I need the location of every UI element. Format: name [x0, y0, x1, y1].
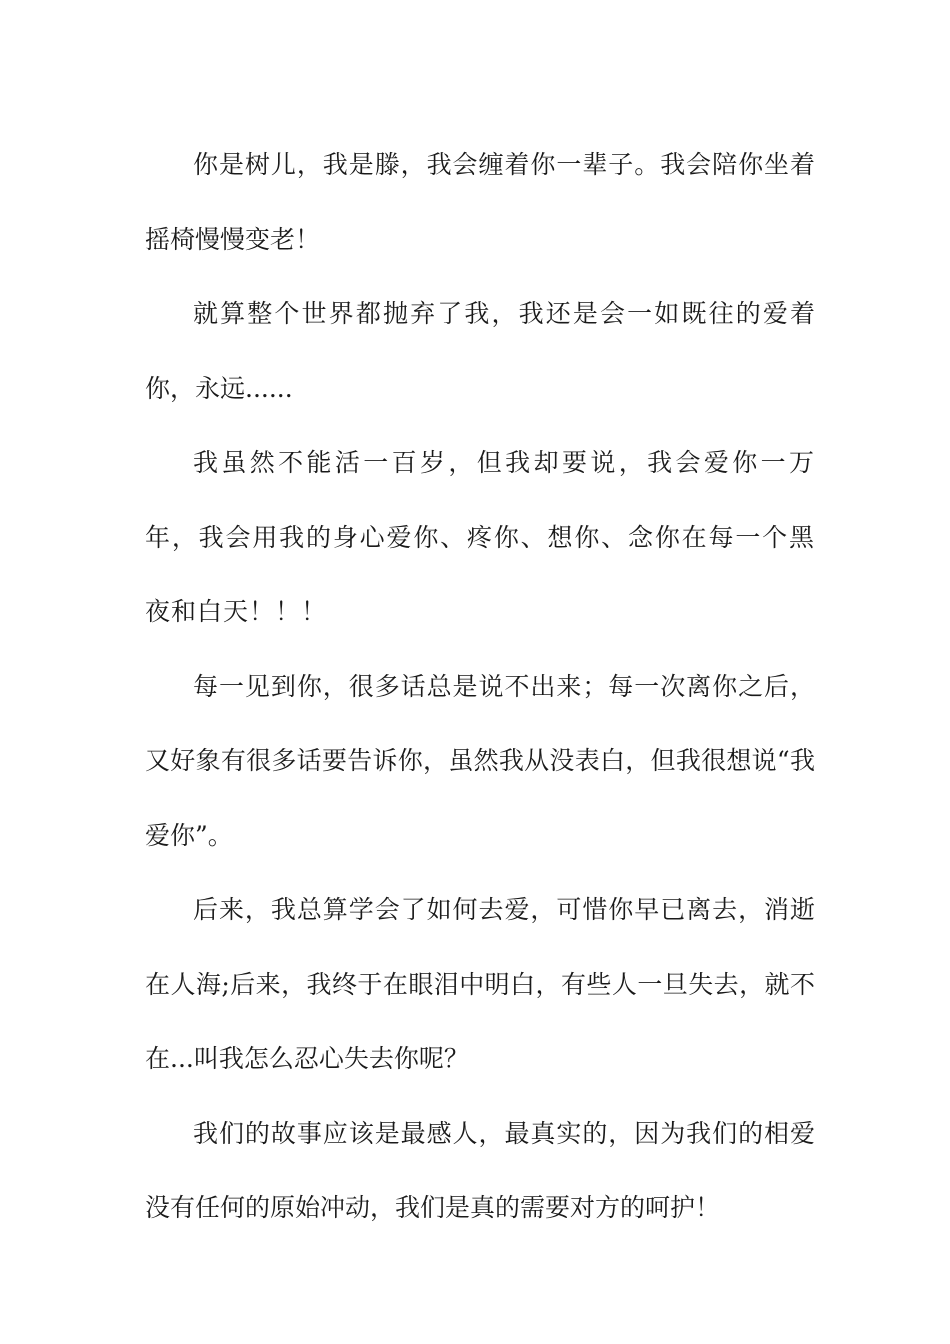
paragraph-3: 我虽然不能活一百岁，但我却要说，我会爱你一万年，我会用我的身心爱你、疼你、想你、念你在每一个黑夜和白天！！！ — [145, 448, 815, 626]
paragraph-2: 就算整个世界都抛弃了我，我还是会一如既往的爱着你，永远...... — [145, 299, 815, 403]
document-body — [145, 128, 815, 1246]
paragraph-1: 你是树儿，我是滕，我会缠着你一辈子。我会陪你坐着摇椅慢慢变老！ — [145, 150, 815, 254]
paragraph-4: 每一见到你，很多话总是说不出来；每一次离你之后，又好象有很多话要告诉你，虽然我从没表白，但我很想说“我爱你”。 — [145, 671, 815, 850]
paragraph-5: 后来，我总算学会了如何去爱，可惜你早已离去，消逝在人海;后来，我终于在眼泪中明白，有些人一旦失去，就不在...叫我怎么忍心失去你呢？ — [145, 895, 815, 1073]
paragraph-6: 我们的故事应该是最感人，最真实的，因为我们的相爱没有任何的原始冲动，我们是真的需要对方的呵护！ — [145, 1118, 815, 1222]
